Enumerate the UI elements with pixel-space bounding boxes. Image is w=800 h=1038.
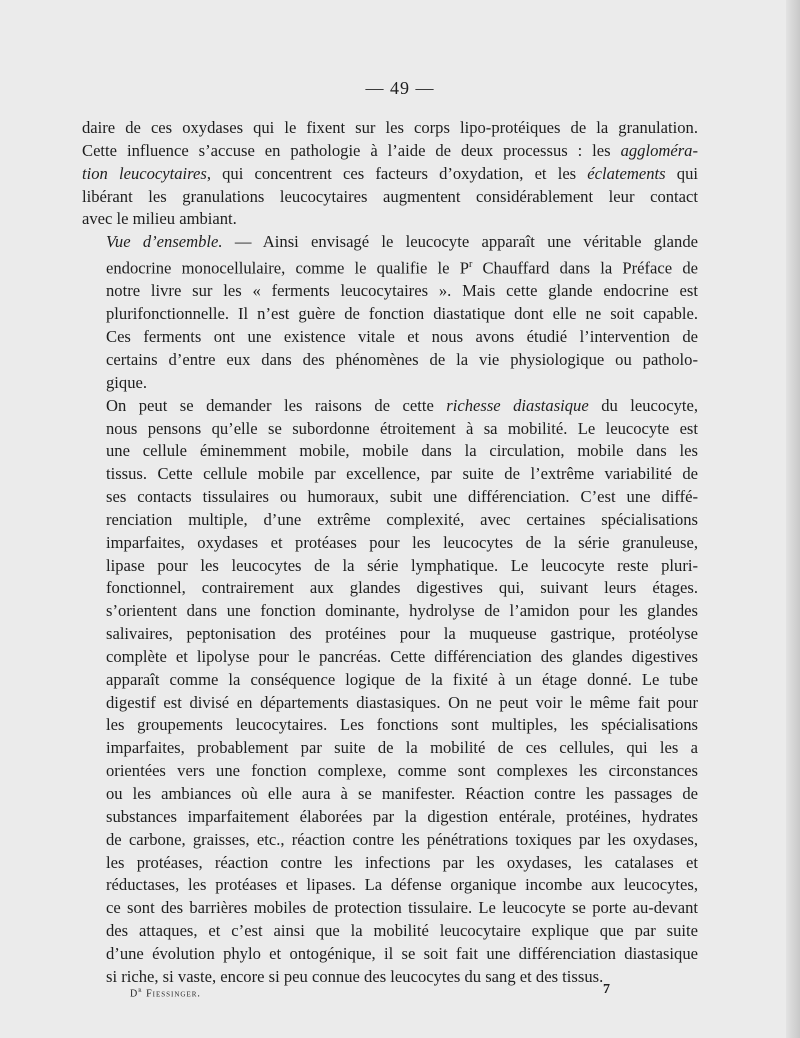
text-line — [82, 117, 698, 140]
text-run: On peut se demander les raisons de cette — [106, 395, 447, 415]
text-run: si riche, si vaste, encore si peu connue des leucocytes du sang et des tissus. — [106, 966, 604, 986]
text-line — [82, 440, 698, 463]
text-run: qui — [665, 163, 698, 183]
text-line — [82, 852, 698, 875]
text-run: libérant les granulations leucocytaires augmentent considérablement leur contact — [82, 186, 698, 206]
text-run: des attaques, et c’est ainsi que la mobilité leucocytaire explique que par suite — [106, 921, 698, 941]
text-line — [82, 829, 698, 852]
text-run: complète et lipolyse pour le pancréas. Cette différenciation des glandes digestives — [106, 646, 698, 666]
paragraph — [82, 395, 698, 989]
text-run: salivaires, peptonisation des protéines pour la muqueuse gastrique, protéolyse — [106, 624, 698, 644]
text-line — [82, 669, 698, 692]
text-line — [82, 395, 698, 418]
text-run: tissus. Cette cellule mobile par excellence, par suite de l’extrême variabilité de — [106, 464, 698, 484]
text-line — [82, 486, 698, 509]
text-run: richesse diastasique — [446, 395, 589, 415]
text-line — [82, 208, 698, 231]
text-run: aggloméra- — [620, 140, 698, 160]
page-number: — 49 — — [365, 78, 435, 98]
text-line — [82, 555, 698, 578]
text-run: gique. — [106, 372, 148, 392]
text-line — [82, 231, 698, 254]
text-run: les protéases, réaction contre les infections par les oxydases, les catalases et — [106, 852, 698, 872]
footer-sheet-number: 7 — [603, 982, 610, 997]
text-line — [82, 897, 698, 920]
text-run: du leucocyte, — [588, 395, 698, 415]
text-run: r — [468, 259, 473, 271]
text-line — [82, 254, 698, 280]
text-run: orientées vers une fonction complexe, comme sont complexes les circonstances — [106, 761, 698, 781]
text-line — [82, 532, 698, 555]
paragraph — [82, 231, 698, 394]
text-line — [82, 623, 698, 646]
text-run: digestif est divisé en départements diastasiques. On ne peut voir le même fait pour — [106, 692, 698, 712]
text-run: avec le milieu ambiant. — [82, 209, 237, 229]
text-line — [82, 874, 698, 897]
text-line — [82, 509, 698, 532]
text-line — [82, 280, 698, 303]
text-run: apparaît comme la conséquence logique de la fixité à un étage donné. Le tube — [106, 669, 698, 689]
text-run: notre livre sur les « ferments leucocytaires ». Mais cette glande endocrine est — [106, 281, 698, 301]
text-line — [82, 186, 698, 209]
text-run: imparfaites, probablement par suite de la mobilité de ces cellules, qui les a — [106, 738, 698, 758]
text-run: ce sont des barrières mobiles de protection tissulaire. Le leucocyte se porte au-devant — [106, 898, 698, 918]
paragraph — [82, 117, 698, 231]
text-run: tion leucocytaires — [82, 163, 207, 183]
text-run: ses contacts tissulaires ou humoraux, subit une différenciation. C’est une diffé- — [106, 487, 698, 507]
text-run: d’une évolution phylo et ontogénique, il se soit fait une différenciation diastasique — [106, 943, 698, 963]
text-line — [82, 920, 698, 943]
text-line — [82, 326, 698, 349]
text-run: s’orientent dans une fonction dominante, hydrolyse de l’amidon pour les glandes — [106, 601, 698, 621]
text-line — [82, 806, 698, 829]
text-run: réductases, les protéases et lipases. La défense organique incombe aux leucocytes, — [106, 875, 698, 895]
text-run: imparfaites, oxydases et protéases pour les leucocytes de la série granuleuse, — [106, 532, 698, 552]
text-line — [82, 737, 698, 760]
text-run: fonctionnel, contrairement aux glandes digestives qui, suivant leurs étages. — [106, 578, 698, 598]
text-line — [82, 418, 698, 441]
text-line — [82, 163, 698, 186]
text-run: Vue d’ensemble. — [106, 232, 223, 252]
text-line — [82, 646, 698, 669]
text-line — [82, 349, 698, 372]
text-line — [82, 600, 698, 623]
text-line — [82, 372, 698, 395]
text-line — [82, 577, 698, 600]
text-run: — Ainsi envisagé le leucocyte apparaît une véritable glande — [222, 232, 698, 252]
text-line — [82, 692, 698, 715]
text-run: une cellule éminemment mobile, mobile dans la circulation, mobile dans les — [106, 441, 698, 461]
text-run: les groupements leucocytaires. Les fonctions sont multiples, les spécialisations — [106, 715, 698, 735]
text-run: daire de ces oxydases qui le fixent sur les corps lipo-protéiques de la granulation. — [82, 118, 698, 137]
text-line — [82, 714, 698, 737]
text-run: nous pensons qu’elle se subordonne étroitement à sa mobilité. Le leucocyte est — [106, 418, 698, 438]
text-run: de carbone, graisses, etc., réaction contre les pénétrations toxiques par les oxydases, — [106, 829, 698, 849]
text-run: éclatements — [587, 163, 666, 183]
text-run: Ces ferments ont une existence vitale et nous avons étudié l’intervention de — [106, 327, 698, 347]
text-run: renciation multiple, d’une extrême complexité, avec certaines spécialisations — [106, 509, 698, 529]
text-line — [82, 140, 698, 163]
text-run: ou les ambiances où elle aura à se manifester. Réaction contre les passages de — [106, 784, 698, 803]
text-run: Cette influence s’accuse en pathologie à l’aide de deux processus : les — [82, 140, 621, 160]
text-line — [82, 783, 698, 806]
text-run: plurifonctionnelle. Il n’est guère de fonction diastatique dont elle ne soit capable. — [106, 304, 698, 324]
text-line — [82, 463, 698, 486]
text-run: , qui concentrent ces facteurs d’oxydation, et les — [206, 163, 588, 183]
text-line — [82, 303, 698, 326]
text-line — [82, 943, 698, 966]
text-run: certains d’entre eux dans des phénomènes de la vie physiologique ou patholo- — [106, 349, 698, 369]
text-run: endocrine monocellulaire, comme le qualifie le P — [106, 258, 469, 278]
text-run: substances imparfaitement élaborées par la digestion entérale, protéines, hydrates — [106, 806, 698, 826]
text-line — [82, 760, 698, 783]
text-run: lipase pour les leucocytes de la série lymphatique. Le leucocyte reste pluri- — [106, 555, 698, 575]
text-run: Chauffard dans la Préface de — [472, 258, 698, 278]
body-text — [82, 117, 698, 989]
footer-author: $D^r$ Fiessinger. — [130, 986, 201, 1000]
